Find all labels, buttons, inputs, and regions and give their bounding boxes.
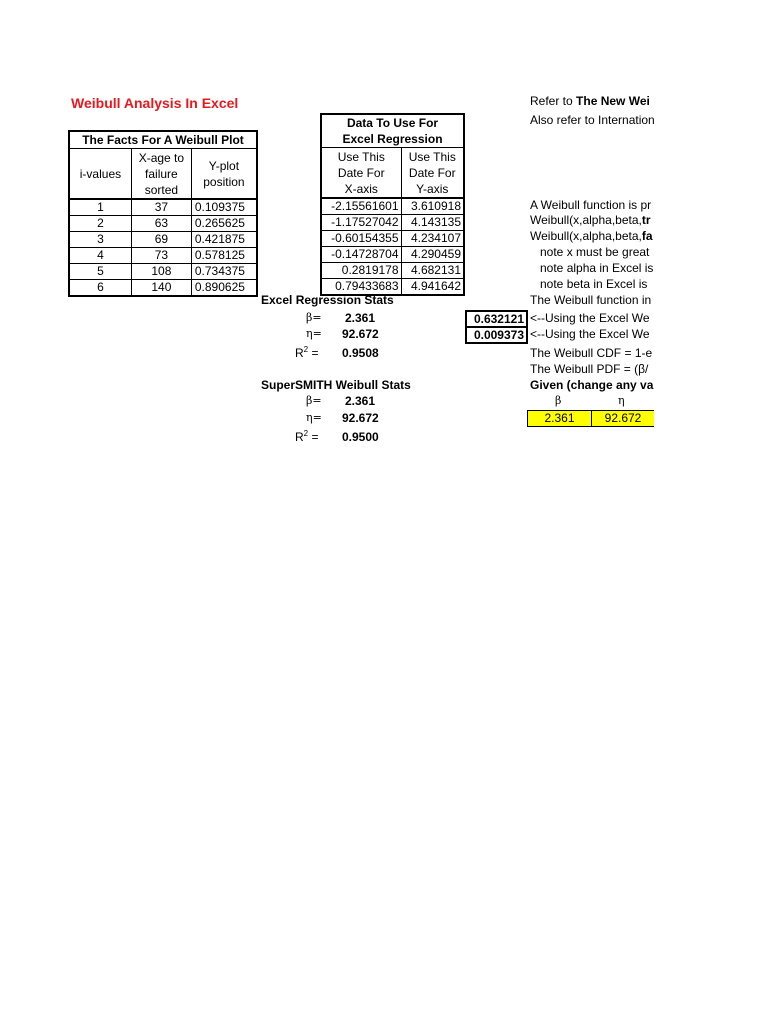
given-eta-label: η	[618, 394, 625, 407]
excel-eta-value[interactable]: 92.672	[342, 327, 379, 341]
facts-table-title: The Facts For A Weibull Plot	[69, 131, 257, 149]
using-excel-text-1: <--Using the Excel We	[530, 311, 650, 325]
excel-r2-label: $R^2$ =	[295, 345, 319, 360]
table-cell[interactable]: 1	[69, 199, 131, 216]
using-excel-text-2: <--Using the Excel We	[530, 327, 650, 341]
table-row	[69, 232, 257, 248]
header-x-axis: Use This Date For X-axis	[321, 148, 401, 199]
table-cell[interactable]: 108	[131, 264, 191, 280]
table-row	[321, 198, 464, 215]
table-cell[interactable]: 3	[69, 232, 131, 248]
table-cell[interactable]: 6	[69, 280, 131, 297]
table-cell[interactable]: 73	[131, 248, 191, 264]
weibull-true-formula: Weibull(x,alpha,beta,tr	[530, 213, 651, 227]
weibull-pdf-text: The Weibull PDF = (β/	[530, 362, 649, 376]
supersmith-beta-value[interactable]: 2.361	[345, 394, 376, 408]
note-x-text: note x must be great	[540, 245, 650, 259]
header-y-axis: Use This Date For Y-axis	[401, 148, 464, 199]
table-cell[interactable]: 0.421875	[191, 232, 257, 248]
table-cell[interactable]: 5	[69, 264, 131, 280]
table-cell[interactable]: 0.79433683	[321, 279, 401, 296]
table-row	[321, 215, 464, 231]
supersmith-beta-label: β=	[306, 394, 322, 407]
weibull-pdf-result-box[interactable]: 0.009373	[465, 326, 528, 344]
function-intro-text: A Weibull function is pr	[530, 198, 652, 212]
table-cell[interactable]: 4.290459	[401, 247, 464, 263]
table-cell[interactable]: -2.15561601	[321, 198, 401, 215]
also-refer-text: Also refer to Internation	[530, 113, 655, 127]
excel-regression-stats-heading: Excel Regression Stats	[261, 293, 394, 307]
function-in-text: The Weibull function in	[530, 293, 652, 307]
table-cell[interactable]: 4.682131	[401, 263, 464, 279]
table-cell[interactable]: 0.578125	[191, 248, 257, 264]
table-row	[321, 263, 464, 279]
table-cell[interactable]: 63	[131, 216, 191, 232]
table-cell[interactable]: 0.734375	[191, 264, 257, 280]
excel-beta-value[interactable]: 2.361	[345, 311, 376, 325]
regression-table-title-line1: Data To Use For	[321, 114, 464, 131]
table-row	[69, 199, 257, 216]
table-cell[interactable]: 4	[69, 248, 131, 264]
given-input-table	[527, 410, 654, 427]
table-cell[interactable]: 0.109375	[191, 199, 257, 216]
supersmith-r2-value[interactable]: 0.9500	[342, 430, 379, 444]
facts-table-header-row	[69, 149, 257, 200]
refer-text: Refer to The New Wei	[530, 94, 650, 108]
weibull-cdf-result-box[interactable]: 0.632121	[465, 310, 528, 328]
facts-table	[68, 130, 258, 297]
table-cell[interactable]: 0.265625	[191, 216, 257, 232]
table-cell[interactable]: -0.14728704	[321, 247, 401, 263]
table-cell[interactable]: 4.941642	[401, 279, 464, 296]
note-alpha-text: note alpha in Excel is	[540, 261, 654, 275]
header-x-age: X-age to failure sorted	[131, 149, 191, 200]
given-heading: Given (change any va	[530, 378, 654, 392]
supersmith-r2-label: $R^2$ =	[295, 429, 319, 444]
table-row	[69, 280, 257, 297]
supersmith-eta-value[interactable]: 92.672	[342, 411, 379, 425]
table-cell[interactable]: -0.60154355	[321, 231, 401, 247]
table-row	[69, 248, 257, 264]
table-cell[interactable]: 37	[131, 199, 191, 216]
given-eta-input[interactable]: 92.672	[592, 411, 655, 427]
table-cell[interactable]: 4.234107	[401, 231, 464, 247]
weibull-false-formula: Weibull(x,alpha,beta,fa	[530, 229, 653, 243]
regression-table-title-line2: Excel Regression	[321, 131, 464, 148]
table-row	[321, 231, 464, 247]
weibull-cdf-text: The Weibull CDF = 1-e	[530, 346, 653, 360]
note-beta-text: note beta in Excel is	[540, 277, 648, 291]
regression-table	[320, 113, 465, 296]
table-cell[interactable]: 140	[131, 280, 191, 297]
excel-r2-value[interactable]: 0.9508	[342, 346, 379, 360]
header-i-values: i-values	[69, 149, 131, 200]
table-row	[321, 247, 464, 263]
regression-table-header-row	[321, 148, 464, 199]
excel-eta-label: η=	[306, 327, 322, 340]
given-beta-label: β	[555, 394, 562, 407]
header-y-plot: Y-plot position	[191, 149, 257, 200]
supersmith-eta-label: η=	[306, 411, 322, 424]
table-row	[69, 264, 257, 280]
table-cell[interactable]: 0.2819178	[321, 263, 401, 279]
table-row	[69, 216, 257, 232]
table-cell[interactable]: 3.610918	[401, 198, 464, 215]
table-cell[interactable]: 69	[131, 232, 191, 248]
supersmith-stats-heading: SuperSMITH Weibull Stats	[261, 378, 411, 392]
excel-beta-label: β=	[306, 311, 322, 324]
table-cell[interactable]: -1.17527042	[321, 215, 401, 231]
table-cell[interactable]: 0.890625	[191, 280, 257, 297]
table-cell[interactable]: 4.143135	[401, 215, 464, 231]
table-cell[interactable]: 2	[69, 216, 131, 232]
page-title: Weibull Analysis In Excel	[71, 95, 239, 111]
given-beta-input[interactable]: 2.361	[528, 411, 592, 427]
